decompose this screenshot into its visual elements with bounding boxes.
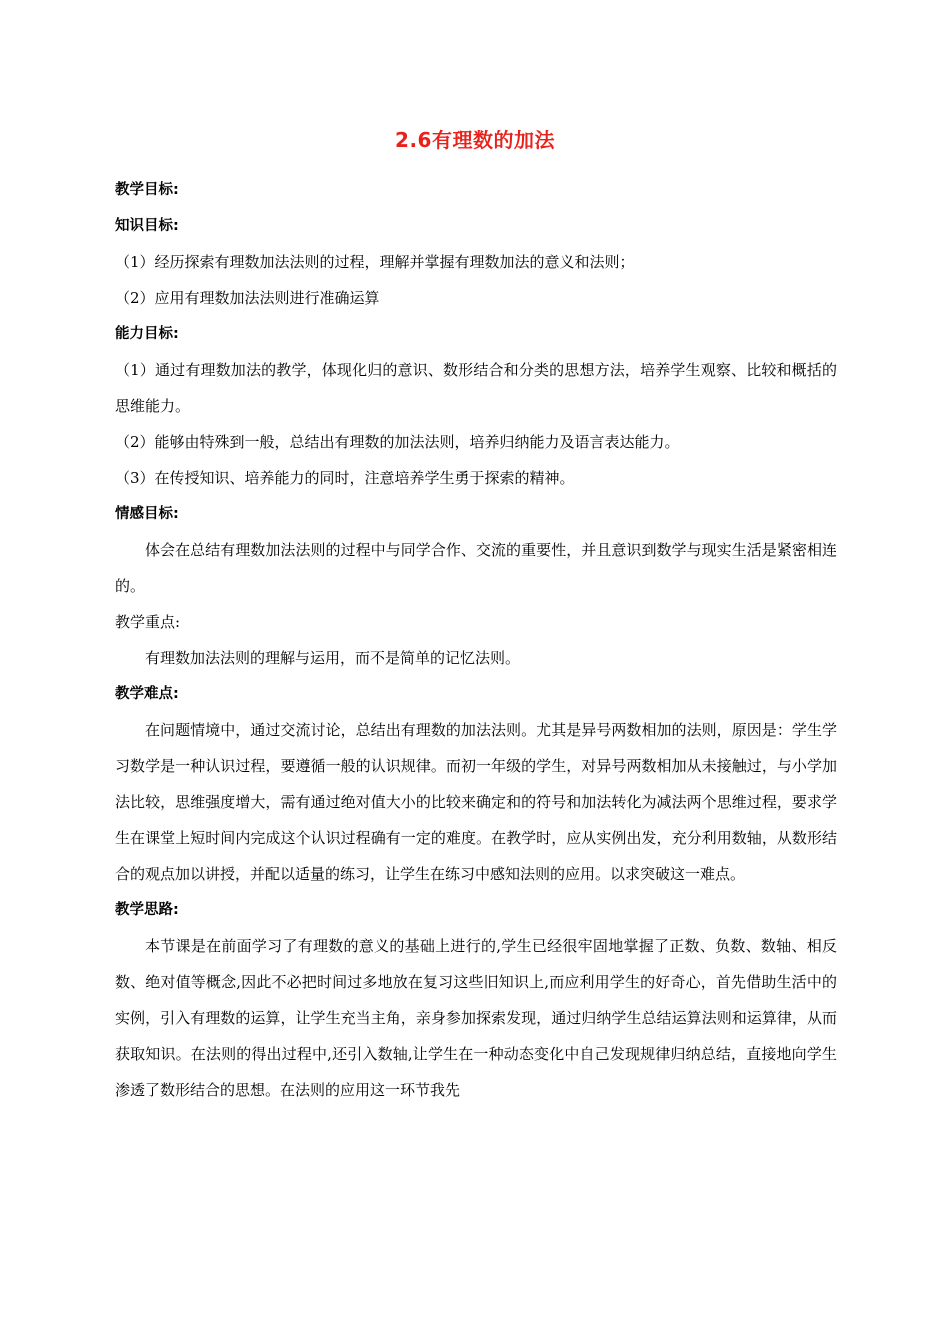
heading-teaching-goals: 教学目标: bbox=[115, 182, 179, 198]
difficulties-paragraph: 在问题情境中，通过交流讨论，总结出有理数的加法法则。尤其是异号两数相加的法则，原因是：学生学习数学是一种认识过程，要遵循一般的认识规律。而初一年级的学生，对异号两数相加从未接触过，与小学加法比较，思维强度增大，需有通过绝对值大小的比较来确定和的符号和加法转化为减法两个思维过程，要求学生在课堂上短时间内完成这个认识过程确有一定的难度。在教学时，应从实例出发，充分利用数轴，从数形结合的观点加以讲授，并配以适量的练习，让学生在练习中感知法则的应用。以求突破这一难点。 bbox=[115, 721, 837, 883]
knowledge-item: （1）经历探索有理数加法法则的过程，理解并掌握有理数加法的意义和法则； bbox=[115, 253, 635, 271]
document-body bbox=[115, 172, 837, 1108]
heading-emotion-goals: 情感目标: bbox=[115, 506, 179, 522]
heading-key-points: 教学重点: bbox=[115, 613, 181, 631]
key-points-paragraph: 有理数加法法则的理解与运用，而不是简单的记忆法则。 bbox=[145, 649, 521, 667]
document-title: 2.6有理数的加法 bbox=[395, 128, 555, 152]
heading-teaching-approach: 教学思路: bbox=[115, 902, 179, 918]
ability-item: （2）能够由特殊到一般，总结出有理数的加法法则，培养归纳能力及语言表达能力。 bbox=[115, 433, 680, 451]
emotion-paragraph: 体会在总结有理数加法法则的过程中与同学合作、交流的重要性，并且意识到数学与现实生活是紧密相连的。 bbox=[115, 541, 837, 595]
knowledge-item: （2）应用有理数加法法则进行准确运算 bbox=[115, 289, 380, 307]
ability-item: （3）在传授知识、培养能力的同时，注意培养学生勇于探索的精神。 bbox=[115, 469, 575, 487]
heading-ability-goals: 能力目标: bbox=[115, 326, 179, 342]
ability-item: （1）通过有理数加法的教学，体现化归的意识、数形结合和分类的思想方法，培养学生观察、比较和概括的思维能力。 bbox=[115, 361, 837, 415]
heading-difficulties: 教学难点: bbox=[115, 686, 179, 702]
approach-paragraph: 本节课是在前面学习了有理数的意义的基础上进行的,学生已经很牢固地掌握了正数、负数、数轴、相反数、绝对值等概念,因此不必把时间过多地放在复习这些旧知识上,而应利用学生的好奇心，首先借助生活中的实例，引入有理数的运算，让学生充当主角，亲身参加探索发现，通过归纳学生总结运算法则和运算律，从而获取知识。在法则的得出过程中,还引入数轴,让学生在一种动态变化中自己发现规律归纳总结，直接地向学生渗透了数形结合的思想。在法则的应用这一环节我先 bbox=[115, 937, 837, 1099]
heading-knowledge-goals: 知识目标: bbox=[115, 218, 179, 234]
